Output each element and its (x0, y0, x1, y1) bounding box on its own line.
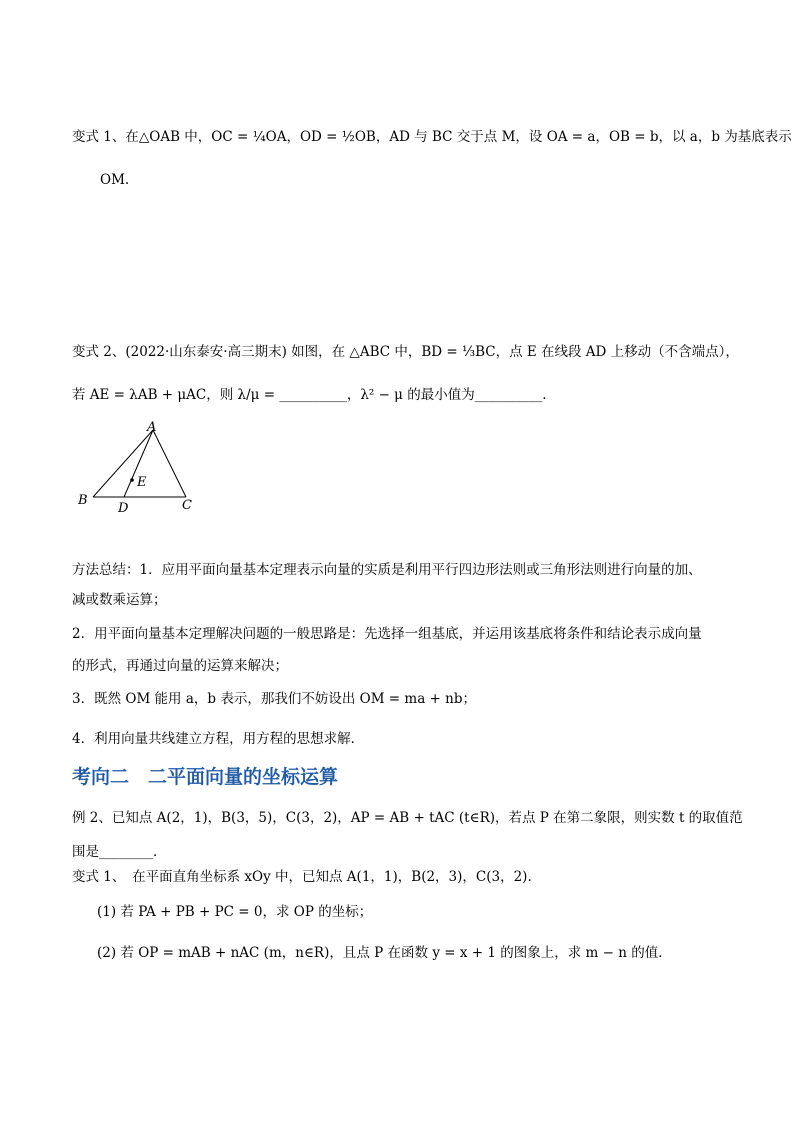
label-b: B (78, 493, 88, 508)
summary-p4: 4．利用向量共线建立方程，用方程的思想求解． (72, 731, 365, 747)
variant2-line1: 变式 2、(2022·山东泰安·高三期末) 如图，在 △ABC 中，BD = ⅓BC，点 E 在线段 AD 上移动（不含端点）， (72, 344, 739, 360)
summary-p1-line1: 方法总结：1．应用平面向量基本定理表示向量的实质是利用平行四边形法则或三角形法则进行向量的加、 (72, 562, 702, 578)
label-c: C (182, 498, 192, 513)
section-heading: 考向二 二平面向量的坐标运算 (72, 766, 339, 788)
variant1-line1: 变式 1、在△OAB 中，OC = ¼OA，OD = ½OB，AD 与 BC 交于点 M，设 OA = a，OB = b，以 a，b 为基底表示 (72, 129, 792, 145)
side-ac (153, 430, 186, 497)
variant3-intro: 变式 1、 在平面直角坐标系 xOy 中，已知点 A(1，1)，B(2，3)，C(3，2). (72, 869, 532, 885)
triangle-figure (72, 418, 212, 518)
label-a: A (147, 420, 157, 435)
example2-line2: 围是________． (72, 844, 167, 860)
variant2-line2: 若 AE = λAB + μAC，则 λ/μ = __________，λ² − μ 的最小值为__________. (72, 387, 547, 403)
summary-p2-line2: 的形式，再通过向量的运算来解决； (72, 658, 288, 674)
summary-p1-line2: 减或数乘运算； (72, 592, 167, 608)
variant3-q2: (2) 若 OP = mAB + nAC (m，n∈R)，且点 P 在函数 y = x + 1 的图象上，求 m − n 的值． (97, 945, 672, 961)
summary-p2-line1: 2．用平面向量基本定理解决问题的一般思路是：先选择一组基底，并运用该基底将条件和结论表示成向量 (72, 626, 702, 642)
variant1-line2: OM. (100, 172, 130, 188)
point-e (130, 478, 134, 482)
summary-p3: 3．既然 OM 能用 a，b 表示，那我们不妨设出 OM = ma + nb； (72, 691, 476, 707)
label-e: E (137, 475, 147, 490)
variant3-q1: (1) 若 PA + PB + PC = 0，求 OP 的坐标； (97, 904, 373, 920)
example2-line1: 例 2、已知点 A(2，1)，B(3，5)，C(3，2)，AP = AB + tAC (t∈R)，若点 P 在第二象限，则实数 t 的取值范 (72, 810, 743, 826)
label-d: D (118, 501, 129, 516)
